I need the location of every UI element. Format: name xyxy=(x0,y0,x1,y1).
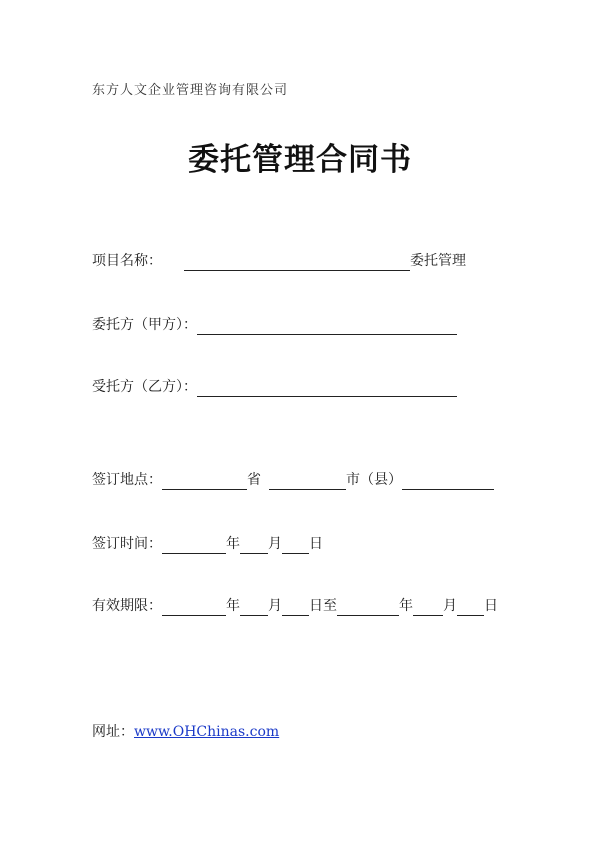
city-blank[interactable] xyxy=(269,473,346,490)
website-link[interactable]: www.OHChinas.com xyxy=(134,724,280,740)
validity-day2-label: 日 xyxy=(484,598,498,614)
validity-start-month-blank[interactable] xyxy=(240,599,268,616)
validity-start-year-blank[interactable] xyxy=(162,599,226,616)
footer-url-row xyxy=(92,722,279,742)
validity-end-day-blank[interactable] xyxy=(457,599,484,616)
url-label: 网址： xyxy=(92,724,134,740)
sign-month-label: 月 xyxy=(268,536,282,552)
project-name-suffix: 委托管理 xyxy=(410,253,466,269)
project-name-blank[interactable] xyxy=(184,254,410,271)
sign-year-blank[interactable] xyxy=(162,537,226,554)
sign-month-blank[interactable] xyxy=(240,537,268,554)
validity-month-label: 月 xyxy=(268,598,282,614)
project-name-label: 项目名称： xyxy=(92,253,162,269)
client-label: 委托方（甲方）： xyxy=(92,317,197,333)
sign-day-blank[interactable] xyxy=(282,537,309,554)
trustee-blank[interactable] xyxy=(197,380,457,397)
validity-end-year-blank[interactable] xyxy=(337,599,399,616)
validity-label: 有效期限： xyxy=(92,598,162,614)
project-name-row xyxy=(92,251,466,271)
sign-time-label: 签订时间： xyxy=(92,536,162,552)
sign-time-row xyxy=(92,534,323,554)
client-blank[interactable] xyxy=(197,318,457,335)
trustee-label: 受托方（乙方）： xyxy=(92,379,197,395)
province-label: 省 xyxy=(247,472,261,488)
company-name: 东方人文企业管理咨询有限公司 xyxy=(92,83,289,98)
validity-year2-label: 年 xyxy=(399,598,413,614)
sign-place-row xyxy=(92,470,494,490)
sign-place-label: 签订地点： xyxy=(92,472,162,488)
validity-month2-label: 月 xyxy=(443,598,457,614)
validity-day-to-label: 日至 xyxy=(309,598,337,614)
sign-day-label: 日 xyxy=(309,536,323,552)
city-label: 市（县） xyxy=(346,472,402,488)
validity-row xyxy=(92,596,498,616)
county-blank[interactable] xyxy=(402,473,494,490)
validity-year-label: 年 xyxy=(226,598,240,614)
validity-start-day-blank[interactable] xyxy=(282,599,309,616)
document-title: 委托管理合同书 xyxy=(188,142,412,178)
province-blank[interactable] xyxy=(162,473,247,490)
sign-year-label: 年 xyxy=(226,536,240,552)
trustee-row xyxy=(92,377,457,397)
validity-end-month-blank[interactable] xyxy=(413,599,443,616)
client-row xyxy=(92,315,457,335)
